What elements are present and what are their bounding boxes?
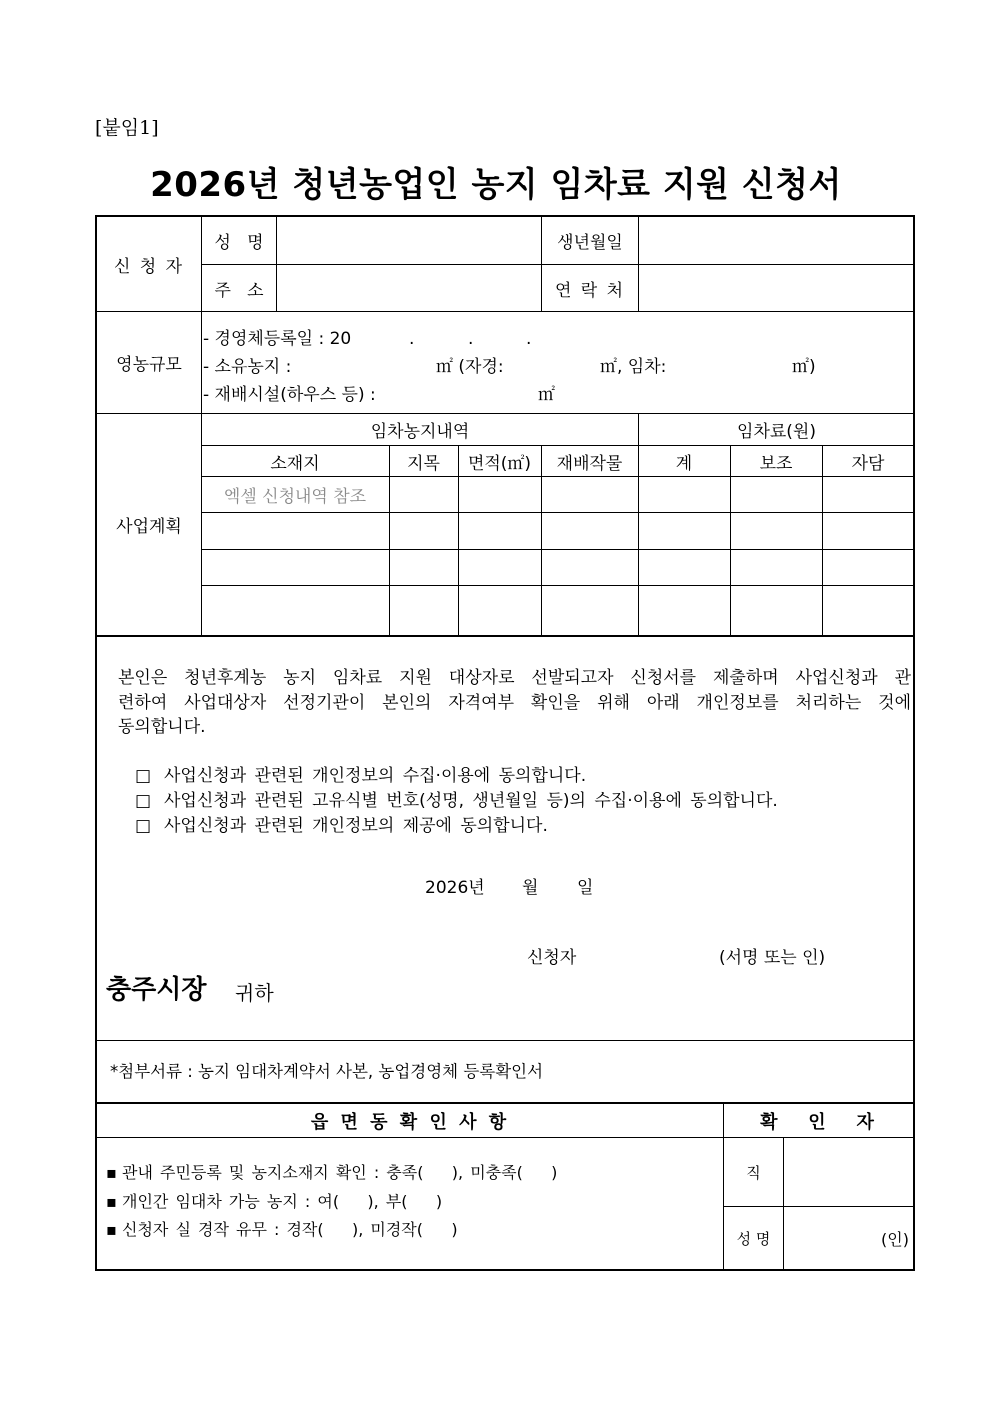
date-day-label: 일 (577, 878, 594, 898)
location-cell[interactable] (201, 550, 389, 585)
confirmer-name-label: 성 명 (736, 1229, 771, 1248)
confirmer-position-label: 직 (746, 1163, 761, 1182)
area-cell[interactable] (458, 513, 541, 549)
attachments-note: *첨부서류 : 농지 임대차계약서 사본, 농업경영체 등록확인서 (110, 1062, 544, 1081)
date-year: 2026년 (425, 878, 485, 898)
registration-date-separator: . (409, 329, 415, 349)
name-label: 성 명 (214, 233, 264, 253)
table-row (201, 550, 914, 585)
applicant-section-label: 신 청 자 (113, 256, 185, 277)
subsidy-cell[interactable] (730, 550, 822, 585)
verification-item-residence: 관내 주민등록 및 농지소재지 확인 : 충족( ), 미충족( ) (122, 1163, 558, 1182)
contact-label: 연 락 처 (554, 280, 626, 301)
facility-unit: ㎡ (538, 385, 555, 405)
verification-item-lease-eligibility: 개인간 임대차 가능 농지 : 여( ), 부( ) (122, 1192, 443, 1211)
self-pay-cell[interactable] (822, 513, 914, 549)
total-cell[interactable] (638, 550, 730, 585)
confirmer-name-field[interactable] (784, 1207, 913, 1269)
area-cell[interactable] (458, 550, 541, 585)
signature-note[interactable]: (서명 또는 인) (719, 948, 826, 968)
leased-land-group-header: 임차농지내역 (370, 422, 470, 442)
registration-date-separator: . (526, 329, 532, 349)
crop-cell[interactable] (541, 513, 638, 549)
column-header-land-category: 지목 (407, 453, 440, 474)
self-pay-cell[interactable] (822, 550, 914, 585)
birth-date-label: 생년월일 (557, 233, 623, 253)
consent-item-collection: 사업신청과 관련된 개인정보의 수집·이용에 동의합니다. (164, 766, 587, 786)
subsidy-cell[interactable] (730, 477, 822, 512)
self-pay-cell[interactable] (822, 586, 914, 635)
land-category-cell[interactable] (389, 586, 458, 635)
addressee-suffix: 귀하 (235, 981, 274, 1005)
table-border-bottom (95, 1269, 915, 1271)
crop-cell[interactable] (541, 477, 638, 512)
area-cell[interactable] (458, 477, 541, 512)
consent-paragraph-line: 본인은 청년후계농 농지 임차료 지원 대상자로 선발되고자 신청서를 제출하며 사업신청과 관 (118, 668, 911, 688)
signature-applicant-label: 신청자 (527, 948, 577, 968)
confirmer-position-field[interactable] (784, 1138, 913, 1206)
location-cell[interactable]: 엑셀 신청내역 참조 (223, 487, 367, 507)
farming-scale-section-label: 영농규모 (116, 355, 182, 375)
verification-header: 읍 면 동 확 인 사 항 (310, 1111, 510, 1133)
column-header-crop: 재배작물 (556, 453, 623, 474)
location-cell[interactable] (201, 586, 389, 635)
column-header-total: 계 (675, 453, 693, 474)
table-rule (96, 635, 914, 637)
owned-land-label: - 소유농지 : (203, 357, 292, 377)
crop-cell[interactable] (541, 550, 638, 585)
contact-field[interactable] (639, 265, 913, 311)
table-row (201, 477, 914, 512)
table-row (201, 513, 914, 549)
verification-item-cultivation: 신청자 실 경작 유무 : 경작( ), 미경작( ) (122, 1220, 458, 1239)
consent-item-unique-id: 사업신청과 관련된 고유식별 번호(성명, 생년월일 등)의 수집·이용에 동의합니다. (164, 791, 778, 811)
consent-checkbox-unique-id[interactable]: □ (135, 791, 152, 811)
table-row (201, 586, 914, 635)
name-field[interactable] (277, 217, 541, 264)
column-header-self-pay: 자담 (851, 453, 885, 474)
business-plan-section-label: 사업계획 (116, 517, 182, 537)
consent-checkbox-collection[interactable]: □ (135, 766, 152, 786)
subsidy-cell[interactable] (730, 586, 822, 635)
column-header-row (201, 446, 914, 476)
column-header-location: 소재지 (270, 453, 320, 474)
crop-cell[interactable] (541, 586, 638, 635)
birth-date-field[interactable] (639, 217, 913, 264)
table-rule (96, 1040, 914, 1041)
registration-date-label: - 경영체등록일 : 20 (203, 329, 352, 349)
seal-label: (인) (881, 1229, 909, 1249)
column-header-area: 면적(㎡) (467, 453, 532, 474)
attachment-label: [붙임1] (95, 117, 159, 139)
area-cell[interactable] (458, 586, 541, 635)
total-cell[interactable] (638, 586, 730, 635)
total-cell[interactable] (638, 513, 730, 549)
page-title: 2026년 청년농업인 농지 임차료 지원 신청서 (150, 165, 842, 205)
leased-unit: ㎡) (792, 357, 816, 377)
column-header-subsidy: 보조 (759, 453, 793, 474)
registration-date-separator: . (468, 329, 474, 349)
confirmer-header: 확 인 자 (760, 1111, 877, 1133)
facility-label: - 재배시설(하우스 등) : (203, 385, 376, 405)
bullet-icon: ▪ (106, 1163, 117, 1182)
consent-item-provision: 사업신청과 관련된 개인정보의 제공에 동의합니다. (164, 816, 548, 836)
self-pay-cell[interactable] (822, 477, 914, 512)
rent-fee-group-header: 임차료(원) (737, 422, 816, 442)
total-cell[interactable] (638, 477, 730, 512)
land-category-cell[interactable] (389, 550, 458, 585)
land-category-cell[interactable] (389, 513, 458, 549)
consent-paragraph-line: 동의합니다. (118, 717, 206, 737)
subsidy-cell[interactable] (730, 513, 822, 549)
address-label: 주 소 (214, 280, 264, 301)
bullet-icon: ▪ (106, 1220, 117, 1239)
bullet-icon: ▪ (106, 1192, 117, 1211)
self-cultivated-unit: ㎡, 임차: (600, 357, 667, 377)
consent-checkbox-provision[interactable]: □ (135, 816, 152, 836)
land-category-cell[interactable] (389, 477, 458, 512)
address-field[interactable] (277, 265, 541, 311)
consent-paragraph-line: 련하여 사업대상자 선정기관이 본인의 자격여부 확인을 위해 아래 개인정보를 처리하는 것에 (118, 693, 911, 713)
addressee-name: 충주시장 (106, 975, 207, 1005)
location-cell[interactable] (201, 513, 389, 549)
owned-land-unit: ㎡ (자경: (436, 357, 504, 377)
date-month-label: 월 (522, 878, 539, 898)
table-border-right (913, 215, 915, 1271)
table-rule (96, 311, 914, 312)
